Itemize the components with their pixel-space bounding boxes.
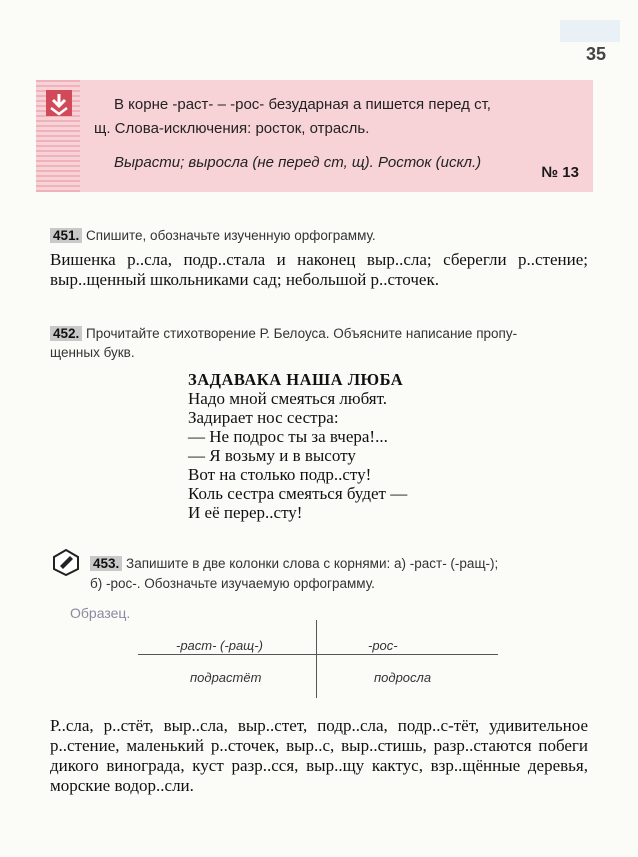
ex451-header: [50, 228, 376, 243]
ex453-text: Р..сла, р..стёт, выр..сла, выр..стет, подр..сла, подр..с-тёт, удивительное р..стение, маленький р..сточек, выр..с, выр..стишь, разр..стаются побеги дикого винограда, куст разр..сся, выр..щу кактус, взр..щённые деревья, морские водор..сли.: [50, 716, 588, 795]
ex452-instruction-2: щенных букв.: [50, 345, 135, 360]
col2-example: подросла: [374, 670, 432, 685]
ex452-header: [50, 326, 517, 341]
ex453-instruction-1: Запишите в две колонки слова с корнями: а) -раст- (-ращ-);: [126, 556, 499, 571]
col2-header: -рос-: [368, 638, 398, 653]
poem-line: Задирает нос сестра:: [188, 408, 339, 427]
pencil-box-icon: [52, 548, 80, 576]
ex453-instruction-2: б) -рос-. Обозначьте изучаемую орфограмму.: [90, 576, 375, 591]
poem-line: Вот на столько подр..сту!: [188, 465, 372, 484]
rule-icon: [44, 88, 74, 118]
rule-number: № 13: [541, 164, 579, 181]
rule-line-3: Вырасти; выросла (не перед ст, щ). Росток (искл.): [114, 154, 482, 171]
ex451-number: 451.: [50, 228, 82, 243]
poem-line: Надо мной смеяться любят.: [188, 389, 388, 408]
sample-label: Образец.: [70, 605, 131, 621]
poem-line: Коль сестра смеяться будет —: [188, 484, 408, 503]
poem-line: — Я возьму и в высоту: [188, 446, 356, 465]
ex452-instruction-1: Прочитайте стихотворение Р. Белоуса. Объясните написание пропу-: [86, 326, 518, 341]
ex453-number: 453.: [90, 556, 122, 571]
col1-example: подрастёт: [190, 670, 262, 685]
ex451-text: Вишенка р..сла, подр..стала и наконец выр..сла; сберегли р..стение; выр..щенный школьниками сад; небольшой р..сточек.: [50, 250, 588, 289]
poem-line: И её перер..сту!: [188, 503, 303, 522]
rule-box: [36, 80, 593, 192]
page-number: 35: [585, 44, 606, 64]
table-horizontal-line: [138, 654, 498, 655]
sample-table: [138, 620, 498, 698]
poem-title: ЗАДАВАКА НАША ЛЮБА: [188, 370, 404, 389]
poem-line: — Не подрос ты за вчера!...: [188, 427, 388, 446]
rule-line-2: щ. Слова-исключения: росток, отрасль.: [94, 120, 370, 137]
ex452-poem: [188, 370, 407, 522]
col1-header: -раст- (-ращ-): [176, 638, 263, 653]
top-color-strip: [560, 20, 620, 42]
ex452-number: 452.: [50, 326, 82, 341]
rule-line-1: В корне -раст- – -рос- безударная а пишется перед ст,: [114, 96, 491, 113]
ex453-header: [90, 556, 498, 571]
table-vertical-line: [316, 620, 317, 698]
ex451-instruction: Спишите, обозначьте изученную орфограмму.: [86, 228, 376, 243]
